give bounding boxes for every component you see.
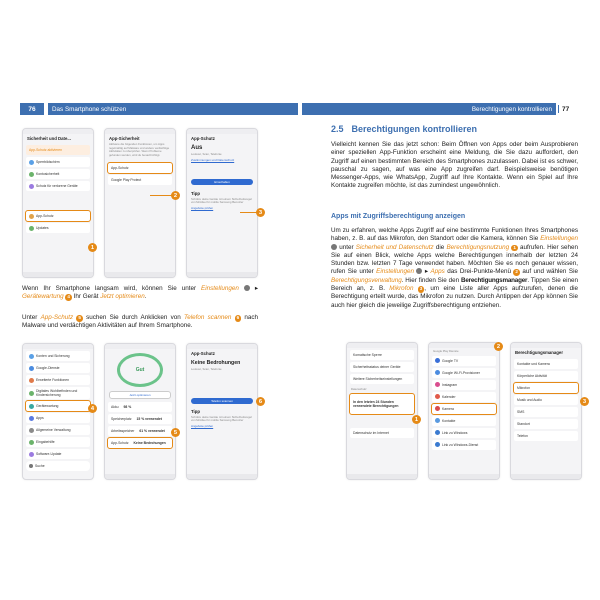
list-item: Kontakte [432,416,496,426]
list-item: Updates [26,223,90,233]
list-item: Schutz für verlorene Geräte [26,181,90,191]
optimize-button[interactable]: Jetzt optimieren [109,391,171,399]
list-item-app-protection: App-Schutz [26,211,90,221]
list-item-camera: Kamera [432,404,496,414]
list-item: Software-Update [26,449,90,459]
right-page-number: 77 [562,105,570,113]
screen-title: App-Schutz [191,136,215,141]
right-header-title: Berechtigungen kontrollieren [302,103,556,115]
section-heading: 2.5 Berechtigungen kontrollieren [331,124,478,134]
list-item-permission-usage: In den letzten 24 Stunden verwendete Berechtigungen [350,394,414,414]
list-item: Akku 98 % [108,402,172,412]
left-paragraph-2: Unter App-Schutz 5 suchen Sie durch Anklicken von Telefon scannen 6 nach Malware und verdächtigen Aktivitäten auf Ihrem Smartphone. [22,314,258,330]
device-icon [29,184,34,189]
enable-button[interactable]: Einschalten [191,179,253,185]
update-icon [29,226,34,231]
list-item: Sperrbildschirm [26,157,90,167]
left-paragraph-1: Wenn Ihr Smartphone langsam wird, können Sie unter Einstellungen ▸ Gerätewartung 4 Ihr Gerät Jetzt optimieren. [22,285,258,301]
search-field[interactable]: Google Play Dienste [433,349,459,353]
offers-link[interactable]: Angebote prüfen [191,205,214,210]
shield-icon [29,214,34,219]
protection-state: Keine Bedrohungen [191,360,241,366]
right-page-header [302,103,600,115]
list-item: Google Play Protect [108,175,172,185]
callout-4-inline: 4 [67,294,70,300]
left-header-title: Das Smartphone schützen [48,103,298,115]
screenshot-app-protection-scan: App-Schutz Keine Bedrohungen Lookout, Scan, Telefonie Telefon scannen Tipp Schütze deine Geräte mit einem Sicherheitsregel von McAfee für mobile Samsung Benutzer Angebote prüfen [186,343,258,480]
callout-3-right: 3 [580,397,589,406]
list-item: Digitales Wohlbefinden und Kindersicherung [26,387,90,399]
list-item: Kontosicherheit [26,169,90,179]
badge: App-Schutz aktivieren [26,145,90,155]
right-paragraph-1: Vielleicht kennen Sie das jetzt schon: Beim Öffnen von Apps oder beim Ausprobieren einer speziellen App-Funktion erscheint eine Meldung, die Sie dazu auffordert, den Zugriff auf einen bestimmten Bereich des Smartphones zuzulassen. Dabei ist es schwer, pauschal zu sagen, auf was eine App zugreifen darf. Beispielsweise benötigen Messenger-Apps, wie WhatsApp, Zugriff auf Ihre Kontakte. Wenn ein Spiel auf Ihre Kontakte zugreifen möchte, ist das zumindest ungewöhnlich. [331,141,578,190]
list-item: Google Wi-Fi-Provisioner [432,368,496,378]
list-item: Arbeitsspeicher 61 % verwendet [108,426,172,436]
screenshot-security-privacy: Komatische Sperre Sicherheitsstatus deiner Geräte Weitere Sicherheitseinstellungen Datenschutz In den letzten 24 Stunden verwendete Berechtigungen Datenschutz im Internet [346,342,418,480]
screenshot-security-settings [22,128,94,278]
screenshot-settings-menu [22,343,94,480]
callout-5: 5 [171,428,180,437]
callout-1-right: 1 [412,415,421,424]
callout-2: 2 [171,191,180,200]
list-item-microphone: Mikrofon [514,383,578,393]
offers-link[interactable]: Angebote prüfen [191,423,214,428]
header-separator [44,105,45,113]
screen-description: Aktiviere die folgenden Funktionen, um Apps regelmäßig auf Malware und andere verdächtige Aktivitäten zu überprüfen. Wenn Probleme gefunden werden, wird du benachrichtigt. [109,142,170,157]
screenshot-apps-list [428,342,500,480]
left-page-header [0,103,298,115]
screenshot-permission-manager: Berechtigungsmanager Kontakte und Kamera Körperliche Aktivität Mikrofon Musik und Audio SMS Standort Telefon [510,342,582,480]
list-item: Instagram [432,380,496,390]
list-item-app-protection: App-Schutz [108,163,172,173]
list-item: Kalender [432,392,496,402]
list-item: Musik und Audio [514,395,578,405]
lock-icon [29,160,34,165]
privacy-link[interactable]: Zustimmungen und Datenschutz [191,157,235,162]
screen-title: App-Sicherheit [109,136,140,141]
list-item: Google TV [432,356,496,366]
list-item: Link zu Windows-Dienst [432,440,496,450]
screenshot-device-care [104,343,176,480]
list-item: Kontakte und Kamera [514,359,578,369]
callout-4: 4 [88,404,97,413]
list-item: Speicherplatz 15 % verwendet [108,414,172,424]
screen-title: Sicherheit und Date... [27,136,71,141]
right-paragraph-2: Um zu erfahren, welche Apps Zugriff auf eine bestimmte Funktionen Ihres Smartphones haben, z. B. auf das Mikrofon, den Standort oder die Kamera, können Sie Einstellungen unter Sicherheit und Datenschutz die Berechtigungsnutzung 1 aufrufen. Hier sehen Sie auf einen Blick, welche Apps welche Berechtigungen innerhalb der letzten 24 Stunden bzw. letzten 7 Tage verwendet haben. Möchten Sie es noch genauer wissen, rufen Sie unter Einstellungen ▸ Apps das Drei-Punkte-Menü 2 auf und wählen Sie Berechtigungsverwaltung. Hier finden Sie den Berechtigungsmanager. Tippen Sie einen Bereich an, z. B. Mikrofon 3 , um eine Liste aller Apps aufzurufen, denen die Berechtigung erteilt wurde, das Mikrofon zu nutzen. Durch Antippen der App können Sie auch hier gleich die jeweilige Zugriffsberechtigung entziehen. [331,227,579,309]
list-item: Apps [26,413,90,423]
list-item-app-protection: App-Schutz Keine Bedrohungen [108,438,172,448]
left-page-number: 76 [20,103,44,115]
list-item: Standort [514,419,578,429]
callout-1: 1 [88,243,97,252]
list-item: SMS [514,407,578,417]
protection-state: Aus [191,145,203,151]
callout-2-right: 2 [494,342,503,351]
list-item: Konten und Sicherung [26,351,90,361]
list-item: Weitere Sicherheitseinstellungen [350,374,414,384]
callout-6: 6 [256,397,265,406]
screenshot-app-protection-off: App-Schutz Aus Lookout, Scan, Telefonie Zustimmungen und Datenschutz Einschalten Tipp Schütze deine Geräte mit einem Sicherheitsregel von McAfee für mobile Samsung Benutzer Angebote prüfen [186,128,258,278]
search-bar[interactable]: Suche [26,461,90,471]
scan-phone-button[interactable]: Telefon scannen [191,398,253,404]
list-item: Körperliche Aktivität [514,371,578,381]
subheading: Apps mit Zugriffsberechtigung anzeigen [331,213,466,220]
account-icon [29,172,34,177]
list-item-device-care: Gerätewartung [26,401,90,411]
list-item: Allgemeine Verwaltung [26,425,90,435]
callout-3: 3 [256,208,265,217]
header-separator [558,105,559,113]
list-item: Link zu Windows [432,428,496,438]
search-icon [29,464,33,468]
screenshot-app-security [104,128,176,278]
list-item: Datenschutz im Internet [350,428,414,438]
list-item: Google-Dienste [26,363,90,373]
list-item: Sicherheitsstatus deiner Geräte [350,362,414,372]
list-item: Erweiterte Funktionen [26,375,90,385]
list-item: Komatische Sperre [350,350,414,360]
list-item: Telefon [514,431,578,441]
status-ring: Gut [117,353,163,387]
list-item: Eingabehilfe [26,437,90,447]
